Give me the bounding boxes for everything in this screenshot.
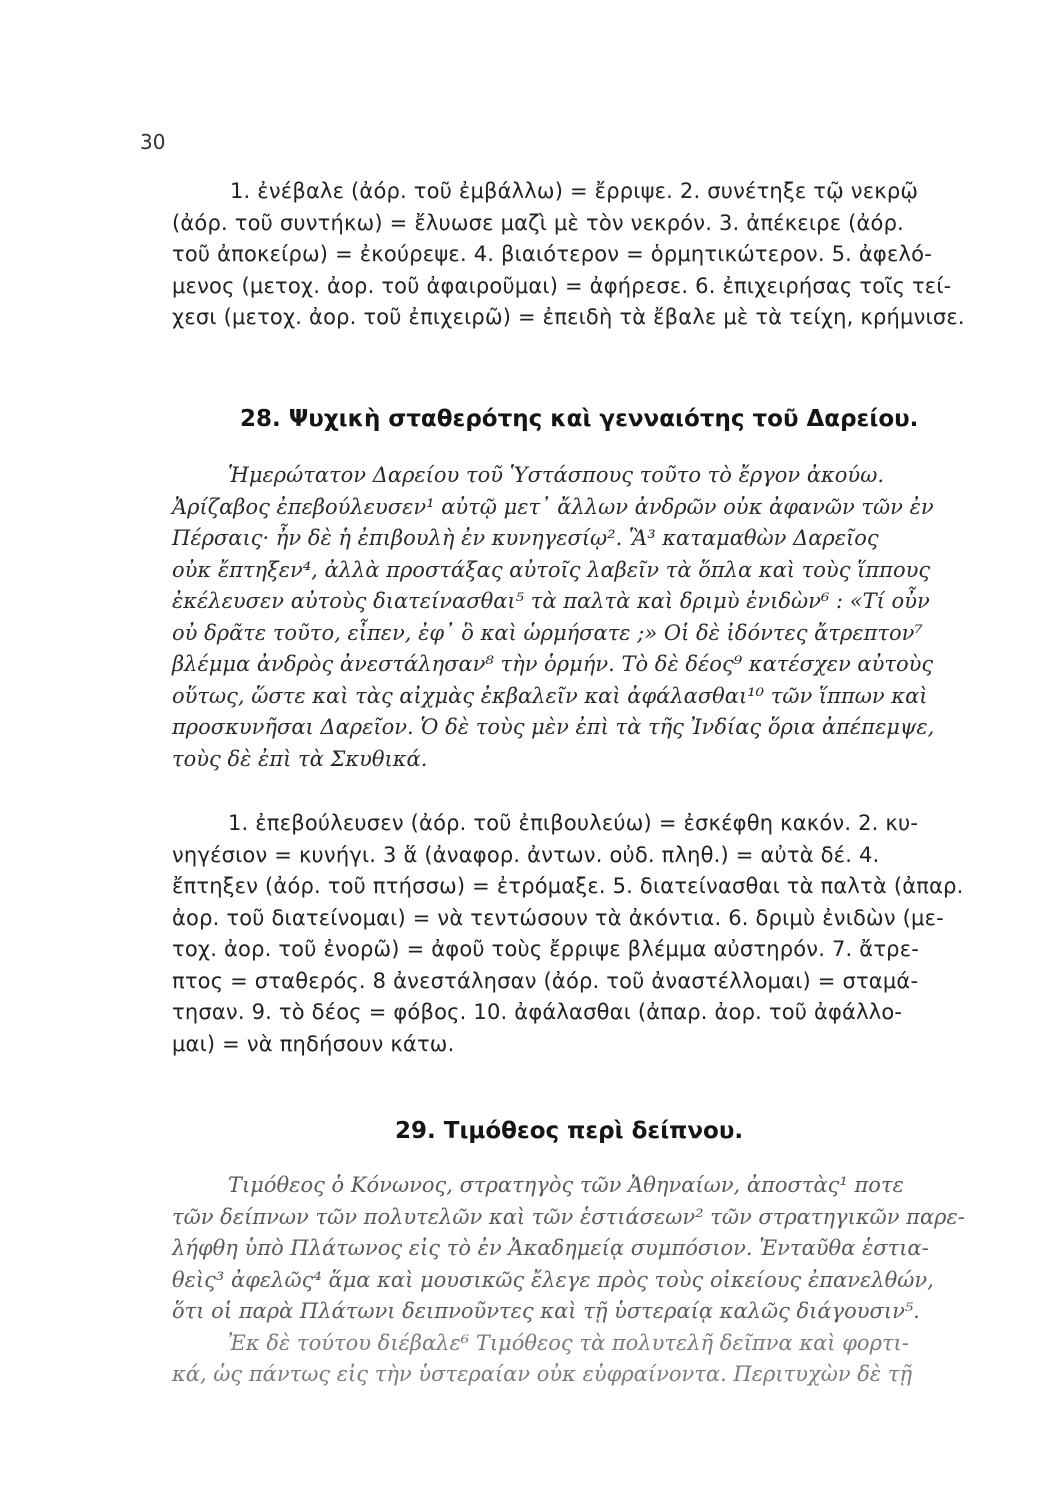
text-line: Ἐκ δὲ τούτου διέβαλε⁶ Τιμόθεος τὰ πολυτελῆ δεῖπνα καὶ φορτι-: [228, 1330, 909, 1355]
text-line: τοὺς δὲ ἐπὶ τὰ Σκυθικά.: [172, 746, 428, 771]
note-line: τοῦ ἀποκείρω) = ἐκούρεψε. 4. βιαιότερον = ὁρμητικώτερον. 5. ἀφελό-: [172, 242, 932, 266]
text-line: Τιμόθεος ὁ Κόνωνος, στρατηγὸς τῶν Ἀθηναίων, ἀποστὰς¹ ποτε: [228, 1173, 904, 1197]
note-line: μενος (μετοχ. ἀορ. τοῦ ἀφαιροῦμαι) = ἀφήρεσε. 6. ἐπιχειρήσας τοῖς τεί-: [172, 273, 952, 298]
text-line: λήφθη ὑπὸ Πλάτωνος εἰς τὸ ἐν Ἀκαδημείᾳ συμπόσιον. Ἐνταῦθα ἑστια-: [172, 1236, 929, 1260]
text-line: ὅτι οἱ παρὰ Πλάτωνι δειπνοῦντες καὶ τῇ ὑστεραίᾳ καλῶς διάγουσιν⁵.: [172, 1299, 920, 1323]
note-line: (ἀόρ. τοῦ συντήκω) = ἔλυωσε μαζὶ μὲ τὸν νεκρόν. 3. ἀπέκειρε (ἀόρ.: [172, 210, 905, 235]
section-28-text: [172, 460, 934, 775]
text-line: Ἡμερώτατον Δαρείου τοῦ Ὑστάσπους τοῦτο τὸ ἔργον ἀκούω.: [228, 463, 884, 487]
text-line: ἐκέλευσεν αὐτοὺς διατείνασθαι⁵ τὰ παλτὰ καὶ δριμὺ ἐνιδὼν⁶ : «Τί οὖν: [172, 589, 930, 613]
section-29-title: 29. Τιμόθεος περὶ δείπνου.: [395, 1118, 744, 1144]
text-line: οὐκ ἔπτηξεν⁴, ἀλλὰ προστάξας αὐτοῖς λαβεῖν τὰ ὅπλα καὶ τοὺς ἵππους: [172, 557, 931, 582]
text-line: βλέμμα ἀνδρὸς ἀνεστάλησαν⁸ τὴν ὁρμήν. Τὸ δὲ δέος⁹ κατέσχεν αὐτοὺς: [172, 652, 934, 676]
note-line: τοχ. ἀορ. τοῦ ἐνορῶ) = ἀφοῦ τοὺς ἔρριψε βλέμμα αὐστηρόν. 7. ἄτρε-: [172, 937, 920, 961]
text-line: προσκυνῆσαι Δαρεῖον. Ὁ δὲ τοὺς μὲν ἐπὶ τὰ τῆς Ἰνδίας ὅρια ἀπέπεμψε,: [172, 715, 935, 739]
text-line: οὕτως, ὥστε καὶ τὰς αἰχμὰς ἐκβαλεῖν καὶ ἀφάλασθαι¹⁰ τῶν ἵππων καὶ: [172, 683, 928, 708]
note-line: μαι) = νὰ πηδήσουν κάτω.: [172, 1031, 455, 1056]
note-line: 1. ἐπεβούλευσεν (ἀόρ. τοῦ ἐπιβουλεύω) = ἐσκέφθη κακόν. 2. κυ-: [228, 811, 919, 835]
note-line: νηγέσιον = κυνήγι. 3 ἅ (ἀναφορ. ἀντων. οὐδ. πληθ.) = αὐτὰ δέ. 4.: [172, 842, 880, 867]
note-line: ἀορ. τοῦ διατείνομαι) = νὰ τεντώσουν τὰ ἀκόντια. 6. δριμὺ ἐνιδὼν (με-: [172, 905, 944, 930]
text-line: κά, ὡς πάντως εἰς τὴν ὑστεραίαν οὐκ εὐφραίνοντα. Περιτυχὼν δὲ τῇ: [172, 1362, 913, 1386]
note-line: ἔπτηξεν (ἀόρ. τοῦ πτήσσω) = ἐτρόμαξε. 5. διατείνασθαι τὰ παλτὰ (ἀπαρ.: [172, 874, 964, 898]
section-28-notes: [172, 808, 964, 1060]
previous-section-notes: [172, 176, 965, 334]
section-28-title: 28. Ψυχικὴ σταθερότης καὶ γενναιότης τοῦ Δαρείου.: [240, 406, 919, 432]
note-line: χεσι (μετοχ. ἀορ. τοῦ ἐπιχειρῶ) = ἐπειδὴ τὰ ἔβαλε μὲ τὰ τείχη, κρήμνισε.: [172, 305, 965, 329]
text-line: Πέρσαις· ἦν δὲ ἡ ἐπιβουλὴ ἐν κυνηγεσίῳ². Ἃ³ καταμαθὼν Δαρεῖος: [172, 526, 879, 550]
text-line: θεὶς³ ἀφελῶς⁴ ἅμα καὶ μουσικῶς ἔλεγε πρὸς τοὺς οἰκείους ἐπανελθών,: [172, 1267, 934, 1292]
note-line: τησαν. 9. τὸ δέος = φόβος. 10. ἀφάλασθαι (ἀπαρ. ἀορ. τοῦ ἀφάλλο-: [172, 1000, 903, 1024]
note-line: 1. ἐνέβαλε (ἀόρ. τοῦ ἐμβάλλω) = ἔρριψε. 2. συνέτηξε τῷ νεκρῷ: [230, 179, 919, 203]
text-line: Ἀρίζαβος ἐπεβούλευσεν¹ αὐτῷ μετ᾿ ἄλλων ἀνδρῶν οὐκ ἀφανῶν τῶν ἐν: [172, 494, 934, 519]
text-line: οὐ δρᾶτε τοῦτο, εἶπεν, ἐφ᾿ ὃ καὶ ὡρμήσατε ;» Οἱ δὲ ἰδόντες ἄτρεπτον⁷: [172, 620, 923, 645]
text-line: τῶν δείπνων τῶν πολυτελῶν καὶ τῶν ἑστιάσεων² τῶν στρατηγικῶν παρε-: [172, 1204, 965, 1229]
note-line: πτος = σταθερός. 8 ἀνεστάλησαν (ἀόρ. τοῦ ἀναστέλλομαι) = σταμά-: [172, 968, 919, 993]
section-29-text: [172, 1170, 965, 1391]
page-number: 30: [140, 130, 166, 154]
